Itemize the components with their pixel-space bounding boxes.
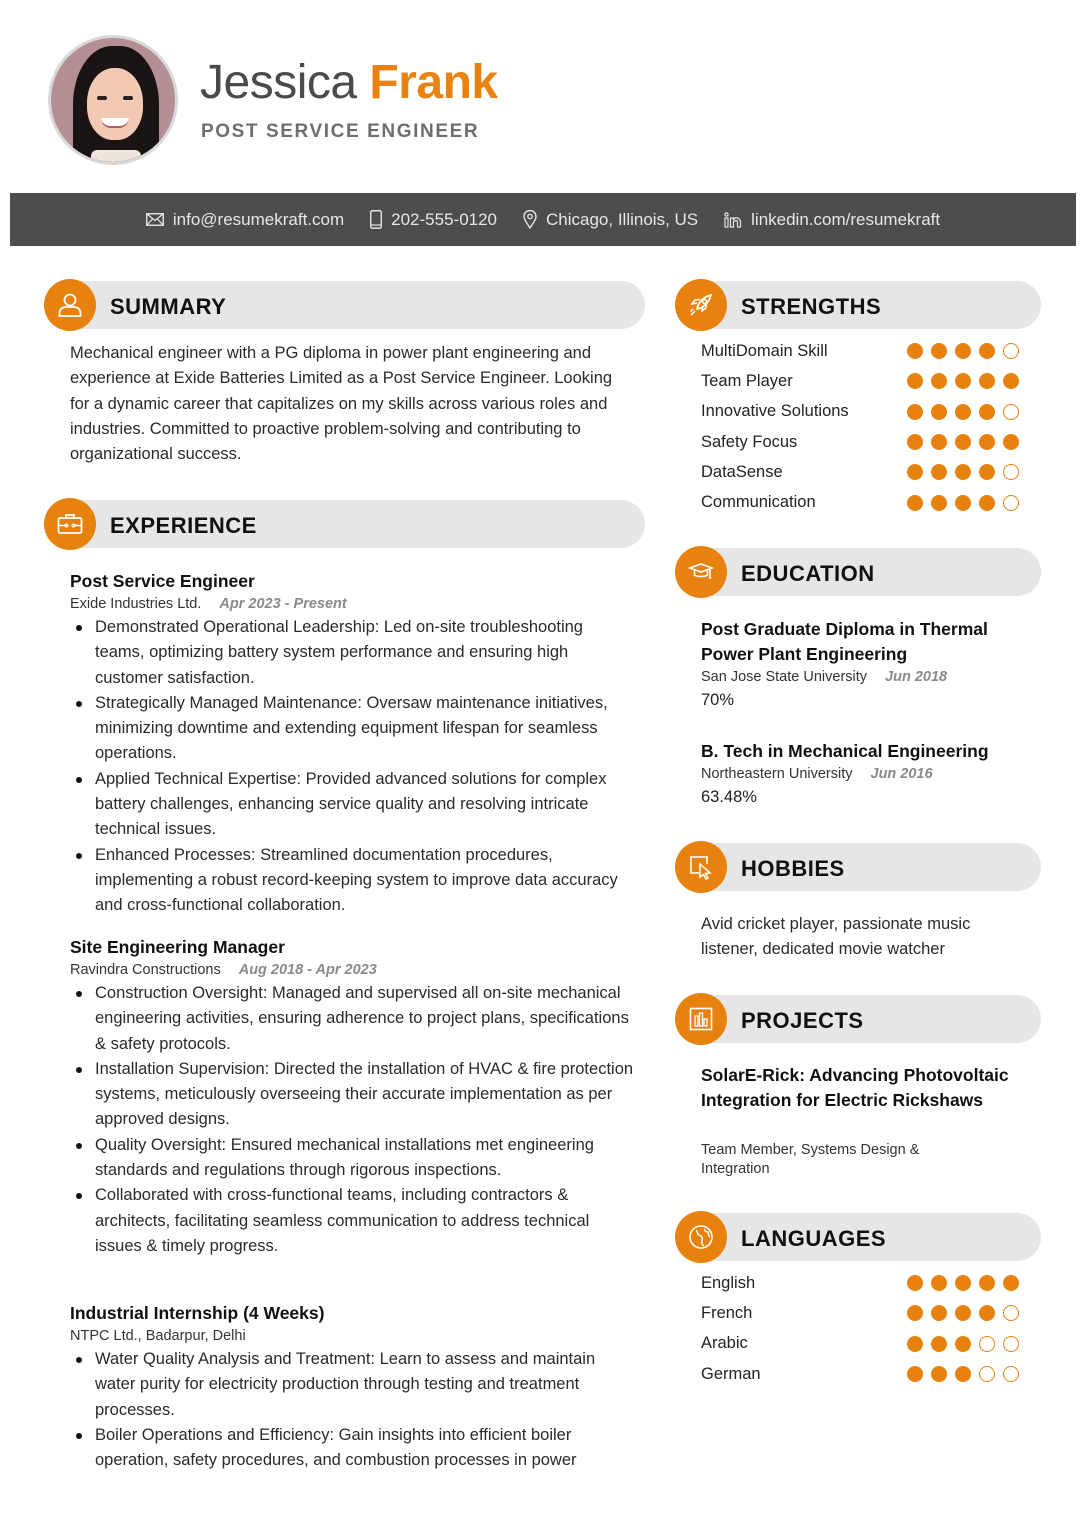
rating-dots <box>907 373 1019 389</box>
strength-row <box>701 487 1019 517</box>
filled-dot-icon <box>979 373 995 389</box>
languages-section-header <box>677 1213 1041 1261</box>
bar-chart-icon <box>689 1007 713 1031</box>
user-icon <box>57 292 83 318</box>
experience-section-header <box>46 500 645 548</box>
rating-dots <box>907 404 1019 420</box>
language-label: French <box>701 1303 753 1322</box>
rating-dots <box>907 1336 1019 1352</box>
filled-dot-icon <box>979 495 995 511</box>
filled-dot-icon <box>907 434 923 450</box>
company-name: Ravindra Constructions <box>70 962 221 978</box>
projects-section-header <box>677 995 1041 1043</box>
filled-dot-icon <box>931 495 947 511</box>
job-date: Aug 2018 - Apr 2023 <box>238 962 377 978</box>
hobbies-section-header <box>677 843 1041 891</box>
filled-dot-icon <box>979 464 995 480</box>
filled-dot-icon <box>955 1336 971 1352</box>
language-row <box>701 1359 1019 1389</box>
job-meta <box>70 596 347 612</box>
strengths-title: STRENGTHS <box>741 294 882 319</box>
first-name: Jessica <box>200 56 357 109</box>
empty-dot-icon <box>1003 404 1019 420</box>
language-label: Arabic <box>701 1334 748 1353</box>
cursor-click-icon <box>688 854 714 880</box>
education-meta <box>701 669 947 685</box>
summary-title: SUMMARY <box>110 294 227 319</box>
rating-dots <box>907 343 1019 359</box>
rating-dots <box>907 495 1019 511</box>
envelope-icon <box>146 213 164 226</box>
empty-dot-icon <box>1003 1336 1019 1352</box>
graduation-cap-icon <box>688 561 714 583</box>
filled-dot-icon <box>1003 434 1019 450</box>
summary-text: Mechanical engineer with a PG diploma in power plant engineering and experience at Exide Batteries Limited as a Post Service Engineer. Looking for a dynamic career that capitalizes on my skills across various roles and industries. Committed to proactive problem-solving and contributing to organizational success. <box>70 344 613 464</box>
filled-dot-icon <box>955 1275 971 1291</box>
contact-linkedin[interactable] <box>724 210 940 230</box>
job-bullets <box>70 1347 635 1473</box>
empty-dot-icon <box>979 1366 995 1382</box>
job-date: Apr 2023 - Present <box>219 596 347 612</box>
bullet-item: Strategically Managed Maintenance: Oversaw maintenance initiatives, minimizing downtime and extending equipment lifespan for seamless operations. <box>70 691 635 767</box>
education-meta <box>701 766 933 782</box>
bullet-item: Enhanced Processes: Streamlined documentation procedures, implementing a robust record-keeping system to improve data accuracy and cross-functional collaboration. <box>70 843 635 919</box>
job-role: POST SERVICE ENGINEER <box>201 121 480 142</box>
strength-row <box>701 397 1019 427</box>
empty-dot-icon <box>1003 464 1019 480</box>
job-bullets <box>70 615 635 919</box>
contact-email[interactable] <box>146 210 344 230</box>
empty-dot-icon <box>1003 495 1019 511</box>
language-label: English <box>701 1273 756 1292</box>
strength-row <box>701 457 1019 487</box>
hobbies-title: HOBBIES <box>741 856 845 881</box>
education-score: 63.48% <box>701 788 757 806</box>
filled-dot-icon <box>931 434 947 450</box>
filled-dot-icon <box>955 373 971 389</box>
filled-dot-icon <box>907 464 923 480</box>
bullet-item: Collaborated with cross-functional teams, including contractors & architects, facilitating seamless communication to address technical issues & timely progress. <box>70 1183 635 1259</box>
language-row <box>701 1268 1019 1298</box>
candidate-name <box>200 55 498 111</box>
language-row <box>701 1329 1019 1359</box>
filled-dot-icon <box>931 1366 947 1382</box>
summary-section-header <box>46 281 645 329</box>
job-meta <box>70 1328 246 1344</box>
empty-dot-icon <box>1003 1366 1019 1382</box>
filled-dot-icon <box>955 1366 971 1382</box>
avatar <box>48 35 178 165</box>
degree-title: Post Graduate Diploma in Thermal Power Plant Engineering <box>701 619 988 664</box>
strength-label: Innovative Solutions <box>701 402 849 421</box>
rating-dots <box>907 1366 1019 1382</box>
filled-dot-icon <box>955 1305 971 1321</box>
hobbies-text: Avid cricket player, passionate music listener, dedicated movie watcher <box>701 915 971 959</box>
contact-location <box>523 210 698 230</box>
bullet-item: Installation Supervision: Directed the installation of HVAC & fire protection systems, meticulously overseeing their accurate implementation as per approved designs. <box>70 1057 635 1133</box>
filled-dot-icon <box>979 404 995 420</box>
location-pin-icon <box>523 210 537 229</box>
strength-row <box>701 366 1019 396</box>
projects-title: PROJECTS <box>741 1008 864 1033</box>
filled-dot-icon <box>907 1305 923 1321</box>
education-date: Jun 2016 <box>870 766 933 782</box>
filled-dot-icon <box>907 343 923 359</box>
strength-label: DataSense <box>701 462 783 481</box>
empty-dot-icon <box>1003 343 1019 359</box>
languages-list <box>701 1268 1019 1389</box>
filled-dot-icon <box>1003 373 1019 389</box>
strength-row <box>701 336 1019 366</box>
education-title: EDUCATION <box>741 561 875 586</box>
filled-dot-icon <box>907 495 923 511</box>
job-meta <box>70 962 377 978</box>
filled-dot-icon <box>931 464 947 480</box>
rating-dots <box>907 1305 1019 1321</box>
filled-dot-icon <box>955 404 971 420</box>
project-role: Team Member, Systems Design & Integration <box>701 1142 920 1177</box>
resume-header <box>0 0 1086 193</box>
company-name: Exide Industries Ltd. <box>70 596 202 612</box>
phone-text: 202-555-0120 <box>391 209 498 229</box>
filled-dot-icon <box>931 404 947 420</box>
education-section-header <box>677 548 1041 596</box>
strength-label: Communication <box>701 493 816 512</box>
globe-icon <box>688 1224 714 1250</box>
contact-phone[interactable] <box>370 210 497 230</box>
filled-dot-icon <box>931 1336 947 1352</box>
filled-dot-icon <box>931 1275 947 1291</box>
education-date: Jun 2018 <box>885 669 948 685</box>
job-title: Site Engineering Manager <box>70 937 285 957</box>
filled-dot-icon <box>907 1336 923 1352</box>
bullet-item: Applied Technical Expertise: Provided advanced solutions for complex battery challenges, enhancing service quality and resolving intricate technical issues. <box>70 767 635 843</box>
email-text: info@resumekraft.com <box>172 209 345 229</box>
bullet-item: Water Quality Analysis and Treatment: Learn to assess and maintain water purity for electricity production through testing and treatment processes. <box>70 1347 635 1423</box>
strengths-section-header <box>677 281 1041 329</box>
school-name: Northeastern University <box>701 766 853 782</box>
phone-icon <box>370 210 382 229</box>
job-title: Industrial Internship (4 Weeks) <box>70 1303 325 1323</box>
filled-dot-icon <box>907 404 923 420</box>
school-name: San Jose State University <box>701 669 868 685</box>
strength-label: Team Player <box>701 371 793 390</box>
filled-dot-icon <box>979 343 995 359</box>
rocket-icon <box>688 292 714 318</box>
filled-dot-icon <box>955 434 971 450</box>
rating-dots <box>907 1275 1019 1291</box>
last-name: Frank <box>369 56 498 109</box>
linkedin-icon <box>724 212 742 228</box>
strength-row <box>701 427 1019 457</box>
language-row <box>701 1298 1019 1328</box>
filled-dot-icon <box>907 373 923 389</box>
linkedin-text: linkedin.com/resumekraft <box>751 209 941 229</box>
empty-dot-icon <box>1003 1305 1019 1321</box>
filled-dot-icon <box>979 1275 995 1291</box>
filled-dot-icon <box>1003 1275 1019 1291</box>
strength-label: MultiDomain Skill <box>701 341 828 360</box>
degree-title: B. Tech in Mechanical Engineering <box>701 741 989 761</box>
filled-dot-icon <box>955 495 971 511</box>
rating-dots <box>907 464 1019 480</box>
filled-dot-icon <box>931 343 947 359</box>
experience-title: EXPERIENCE <box>110 513 257 538</box>
bullet-item: Demonstrated Operational Leadership: Led on-site troubleshooting teams, optimizing battery system performance and ensuring high customer satisfaction. <box>70 615 635 691</box>
filled-dot-icon <box>931 373 947 389</box>
briefcase-icon <box>57 513 83 535</box>
location-text: Chicago, Illinois, US <box>546 209 699 229</box>
filled-dot-icon <box>979 1305 995 1321</box>
strengths-list <box>701 336 1019 518</box>
filled-dot-icon <box>979 434 995 450</box>
company-name: NTPC Ltd., Badarpur, Delhi <box>70 1328 246 1344</box>
rating-dots <box>907 434 1019 450</box>
filled-dot-icon <box>907 1275 923 1291</box>
filled-dot-icon <box>955 343 971 359</box>
job-title: Post Service Engineer <box>70 571 255 591</box>
bullet-item: Boiler Operations and Efficiency: Gain insights into efficient boiler operation, safety procedures, and combustion processes in power <box>70 1423 635 1474</box>
contact-bar <box>10 193 1076 246</box>
bullet-item: Quality Oversight: Ensured mechanical installations met engineering standards and regulations through rigorous inspections. <box>70 1133 635 1184</box>
empty-dot-icon <box>979 1336 995 1352</box>
job-bullets <box>70 981 635 1259</box>
education-score: 70% <box>701 691 735 709</box>
language-label: German <box>701 1364 761 1383</box>
filled-dot-icon <box>907 1366 923 1382</box>
filled-dot-icon <box>955 464 971 480</box>
project-name: SolarE-Rick: Advancing Photovoltaic Integration for Electric Rickshaws <box>701 1065 1009 1110</box>
languages-title: LANGUAGES <box>741 1226 887 1251</box>
filled-dot-icon <box>931 1305 947 1321</box>
bullet-item: Construction Oversight: Managed and supervised all on-site mechanical engineering activities, ensuring adherence to project plans, specifications & safety protocols. <box>70 981 635 1057</box>
strength-label: Safety Focus <box>701 432 798 451</box>
